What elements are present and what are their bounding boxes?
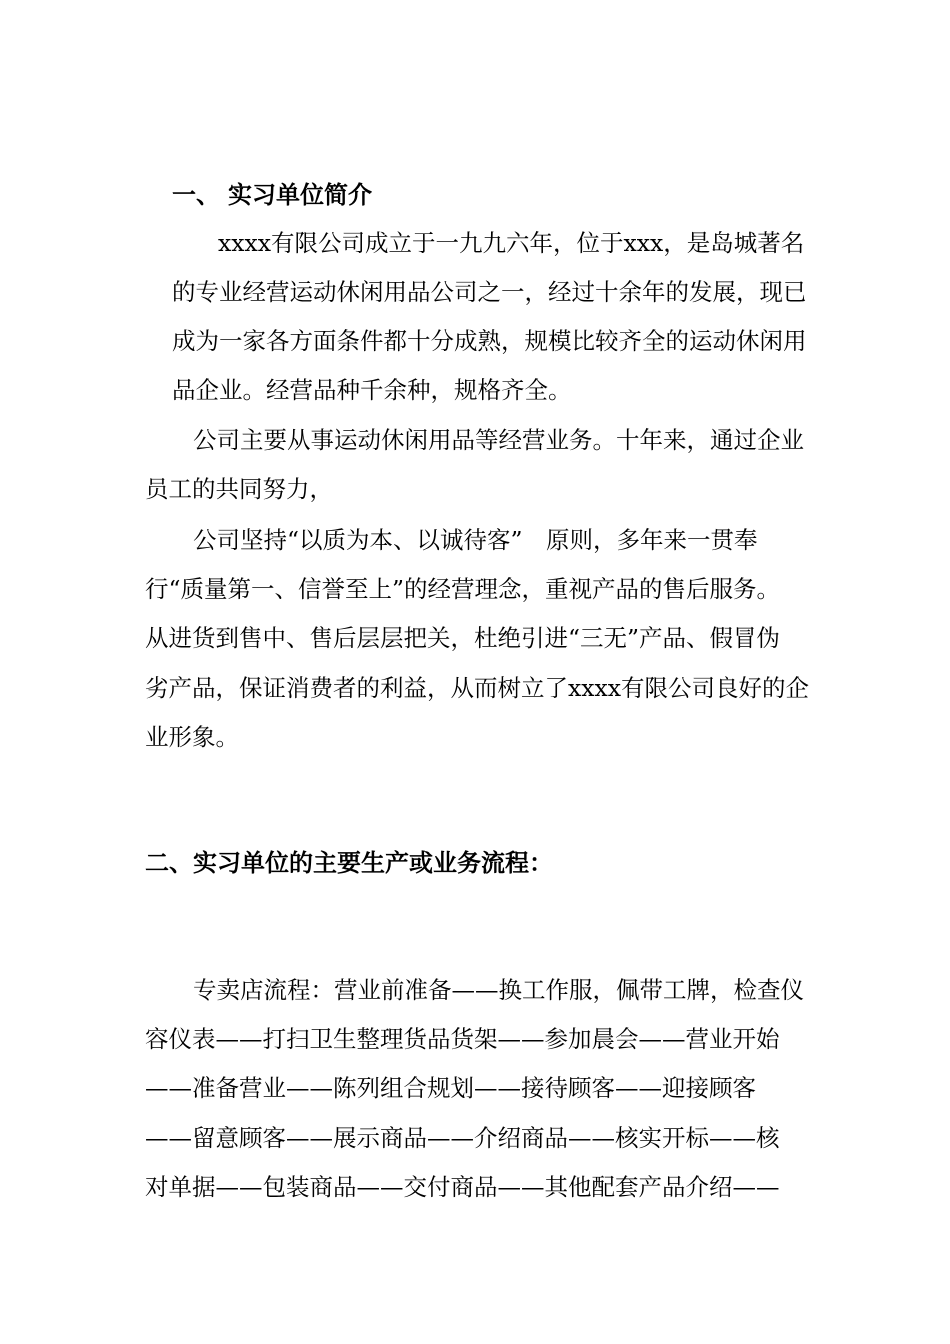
text-line: 劣产品，保证消费者的利益，从而树立了xxxx有限公司良好的企 xyxy=(145,674,810,702)
section1-number: 一、 xyxy=(172,181,220,209)
text-line: 从进货到售中、售后层层把关，杜绝引进“三无”产品、假冒伪 xyxy=(145,624,781,652)
section1-heading xyxy=(172,175,372,210)
text-line: 容仪表——打扫卫生整理货品货架——参加晨会——营业开始 xyxy=(145,1025,780,1053)
text-line: 品企业。经营品种千余种，规格齐全。 xyxy=(172,376,572,404)
text-line: 专卖店流程：营业前准备——换工作服，佩带工牌，检查仪 xyxy=(193,976,804,1004)
text-line: 公司主要从事运动休闲用品等经营业务。十年来，通过企业 xyxy=(193,426,804,454)
section2-heading: 二、实习单位的主要生产或业务流程： xyxy=(145,849,553,877)
text-line: xxxx有限公司成立于一九九六年，位于xxx，是岛城著名 xyxy=(218,229,805,257)
text-line: 对单据——包装商品——交付商品——其他配套产品介绍—— xyxy=(145,1173,780,1201)
text-line: 行“质量第一、信誉至上”的经营理念，重视产品的售后服务。 xyxy=(145,575,781,603)
text-line: 的专业经营运动休闲用品公司之一，经过十余年的发展，现已 xyxy=(172,278,807,306)
text-line: ——准备营业——陈列组合规划——接待顾客——迎接顾客 xyxy=(145,1074,756,1102)
text-line: ——留意顾客——展示商品——介绍商品——核实开标——核 xyxy=(145,1124,780,1152)
text-line: 员工的共同努力， xyxy=(145,475,333,503)
text-line: 公司坚持“以质为本、以诚待客” 原则，多年来一贯奉 xyxy=(193,526,758,554)
text-line: 成为一家各方面条件都十分成熟，规模比较齐全的运动休闲用 xyxy=(172,327,807,355)
text-line: 业形象。 xyxy=(145,723,239,751)
section1-title: 实习单位简介 xyxy=(228,181,372,209)
